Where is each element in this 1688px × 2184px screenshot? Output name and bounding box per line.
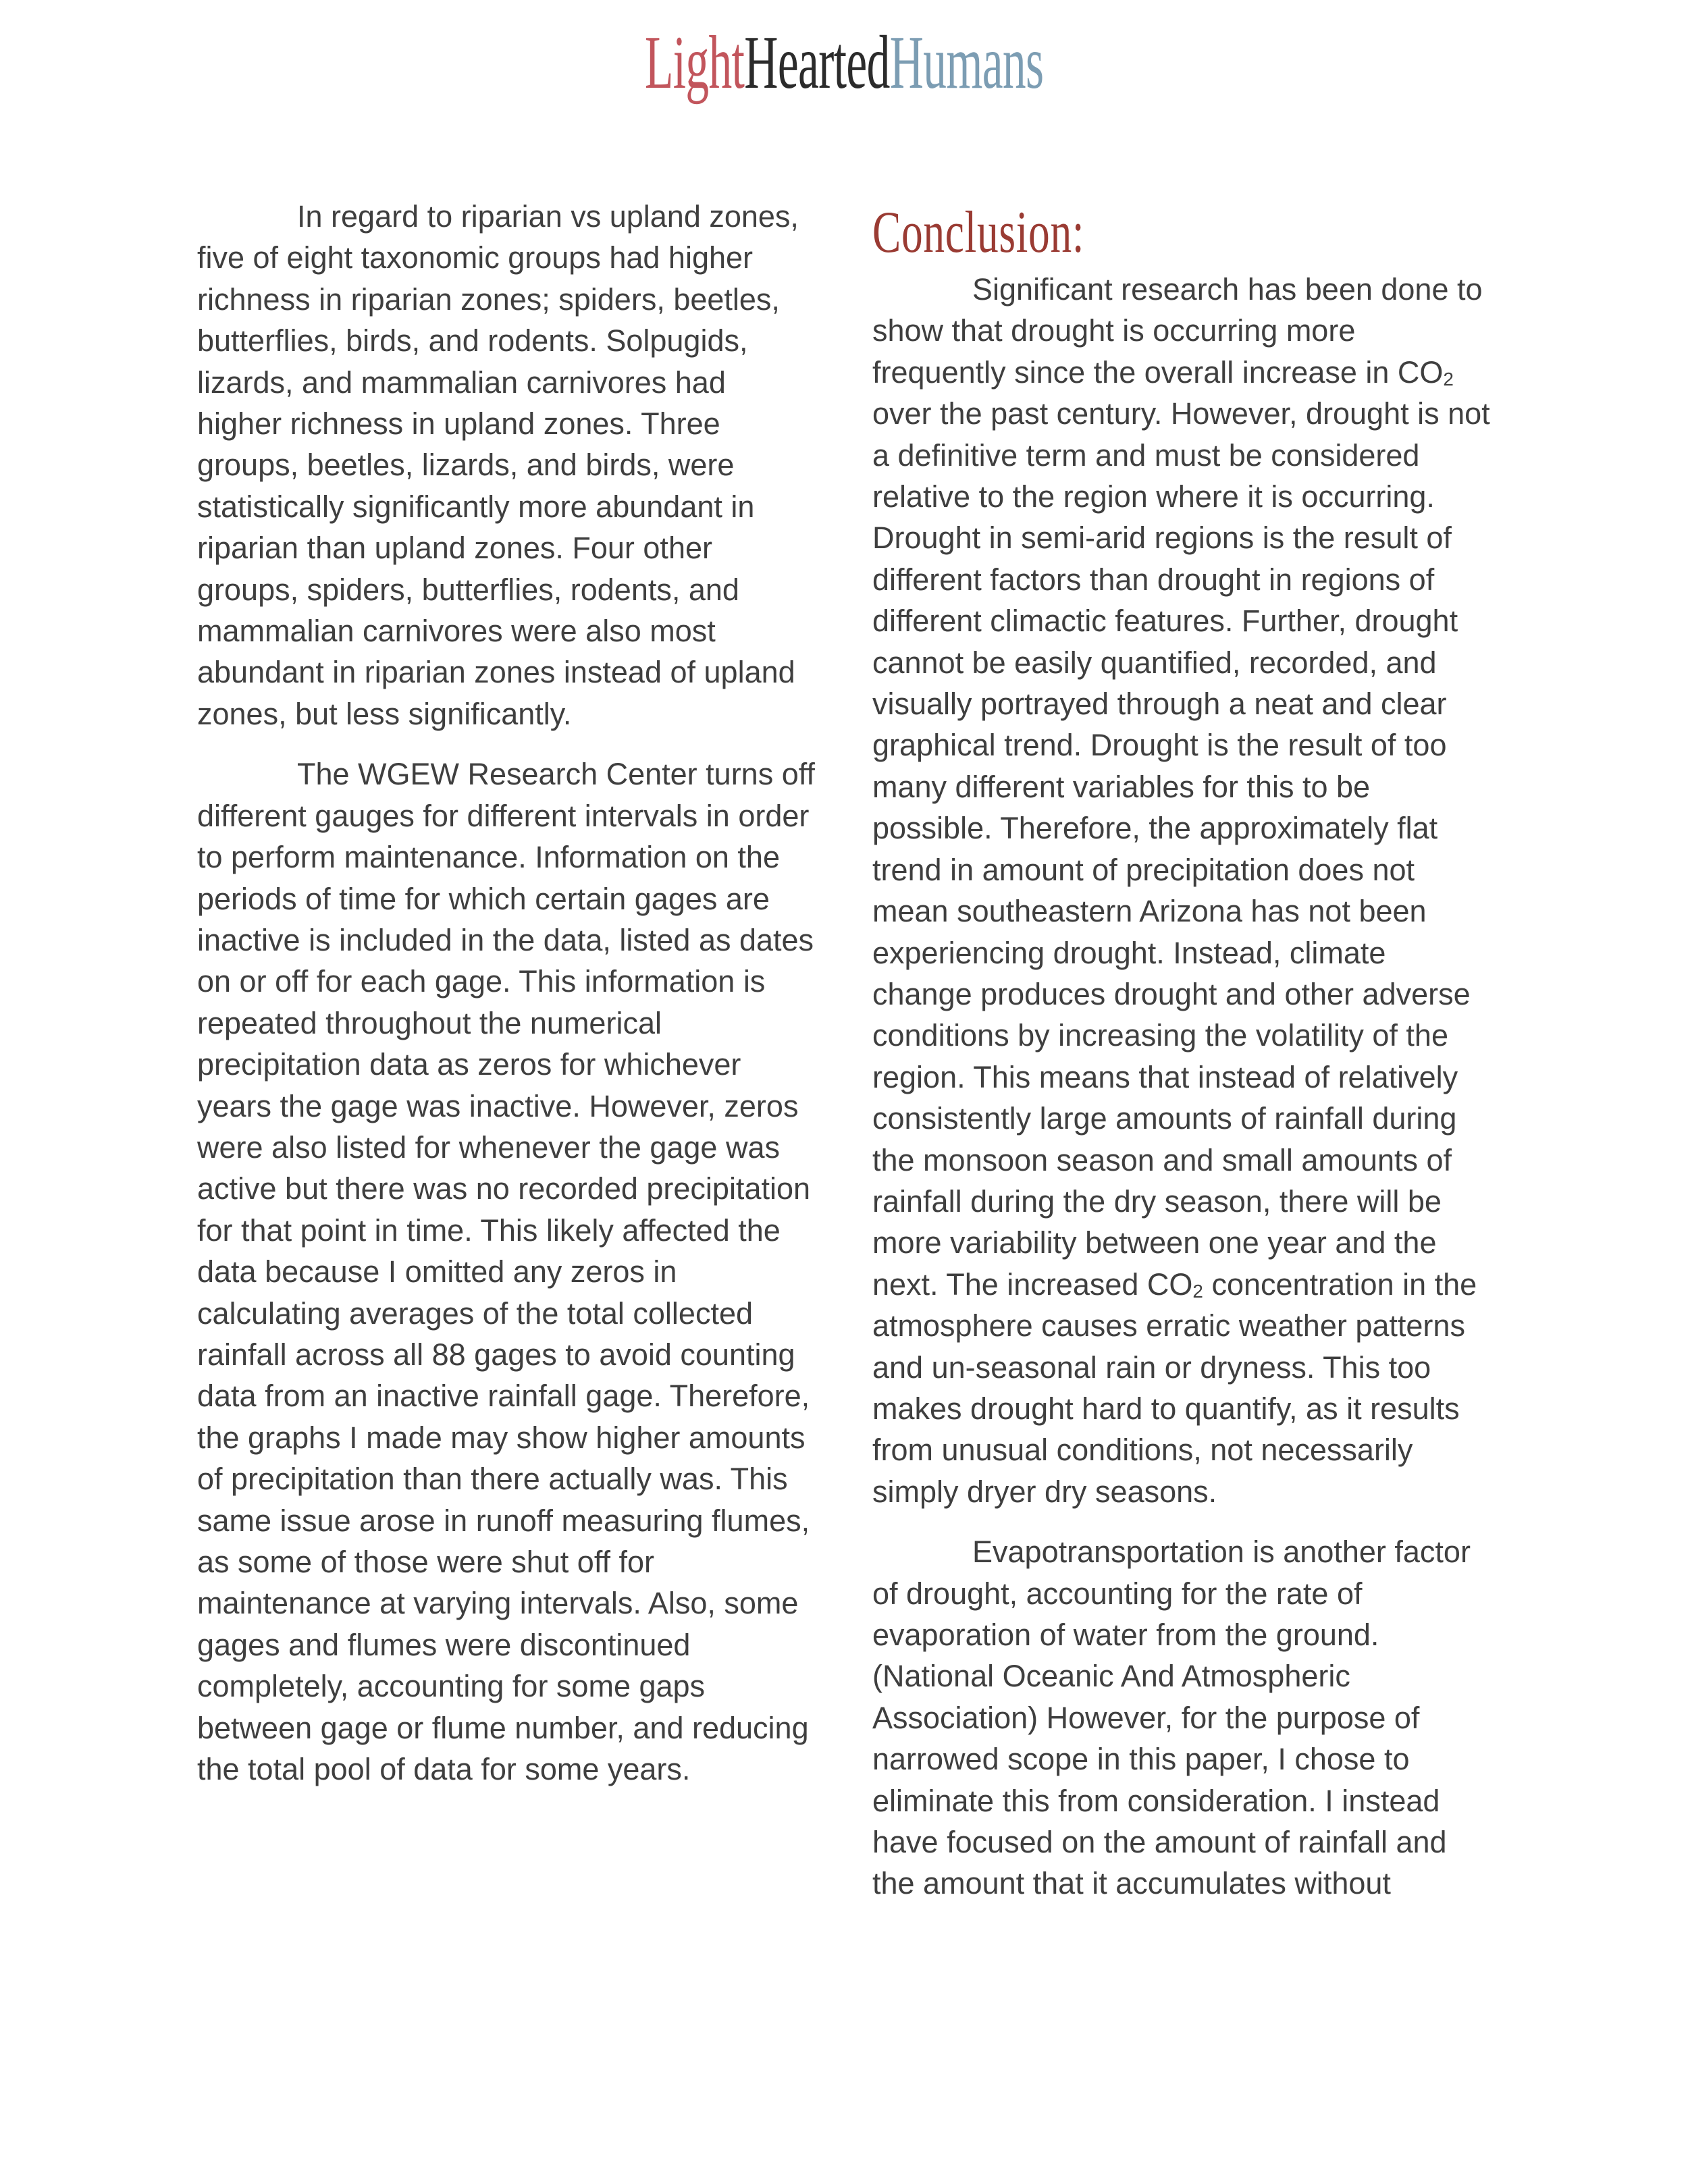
site-logo — [0, 12, 1688, 113]
conclusion-paragraph-1: Significant research has been done to show that drought is occurring more frequently since the overall increase in $CO_2$ over the past century. However, drought is not a definitive term and must be considered relative to the region where it is occurring. Drought in semi-arid regions is the result of different factors than drought in regions of different climactic features. Further, drought cannot be easily quantified, recorded, and visually portrayed through a neat and clear graphical trend. Drought is the result of too many different variables for this to be possible. Therefore, the approximately flat trend in amount of precipitation does not mean southeastern Arizona has not been experiencing drought. Instead, climate change produces drought and other adverse conditions by increasing the volatility of the region. This means that instead of relatively consistently large amounts of rainfall during the monsoon season and small amounts of rainfall during the dry season, there will be more variability between one year and the next. The increased $CO_2$ concentration in the atmosphere causes erratic weather patterns and un-seasonal rain or dryness. This too makes drought hard to quantify, as it results from unusual conditions, not necessarily simply dryer dry seasons. — [872, 272, 1490, 1509]
logo-light: Light — [644, 21, 745, 105]
logo-humans: Humans — [889, 21, 1044, 105]
co2-subscript: 2 — [1443, 368, 1454, 390]
logo-hearted: Hearted — [744, 21, 890, 105]
left-paragraph-2: The WGEW Research Center turns off different gauges for different intervals in order to perform maintenance. Information on the periods of time for which certain gages are inactive is included in the data, listed as dates on or off for each gage. This information is repeated throughout the numerical precipitation data as zeros for whichever years the gage was inactive. However, zeros were also listed for whenever the gage was active but there was no recorded precipitation for that point in time. This likely affected the data because I omitted any zeros in calculating averages of the total collected rainfall across all 88 gages to avoid counting data from an inactive rainfall gage. Therefore, the graphs I made may show higher amounts of precipitation than there actually was. This same issue arose in runoff measuring flumes, as some of those were shut off for maintenance at varying intervals. Also, some gages and flumes were discontinued completely, accounting for some gaps between gage or flume number, and reducing the total pool of data for some years. — [197, 757, 815, 1787]
left-column — [197, 196, 815, 1809]
conclusion-paragraph-2: Evapotransportation is another factor of drought, accounting for the rate of evaporation of water from the ground. (National Oceanic And Atmospheric Association) However, for the purpose of narrowed scope in this paper, I chose to eliminate this from consideration. I instead have focused on the amount of rainfall and the amount that it accumulates without — [872, 1535, 1471, 1901]
conclusion-heading: Conclusion: — [872, 200, 1085, 265]
right-column — [872, 196, 1494, 1923]
co2-subscript: 2 — [1192, 1280, 1203, 1302]
left-paragraph-1: In regard to riparian vs upland zones, five of eight taxonomic groups had higher richness in riparian zones; spiders, beetles, butterflies, birds, and rodents. Solpugids, lizards, and mammalian carnivores had higher richness in upland zones. Three groups, beetles, lizards, and birds, were statistically significantly more abundant in riparian than upland zones. Four other groups, spiders, butterflies, rodents, and mammalian carnivores were also most abundant in riparian zones instead of upland zones, but less significantly. — [197, 199, 799, 731]
